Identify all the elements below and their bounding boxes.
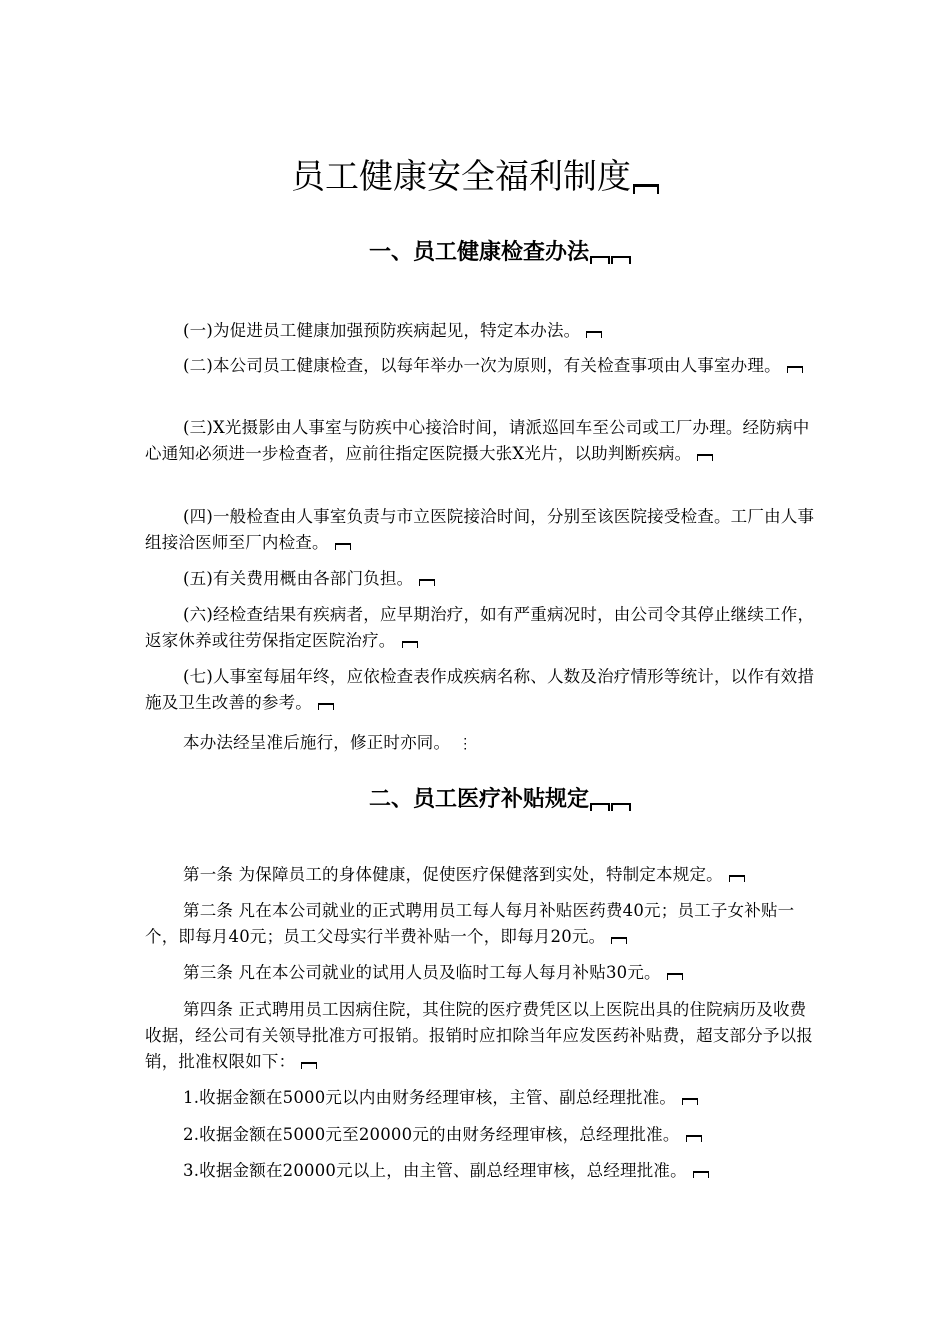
section-1-paragraph: (三)X光摄影由人事室与防疾中心接洽时间，请派巡回车至公司或工厂办理。经防病中心通知必须进一步检查者，应前往指定医院摄大张X光片，以助判断疾病。 — [145, 418, 810, 463]
paragraph-mark-icon — [787, 366, 803, 373]
section-2-paragraph: 2.收据金额在5000元至20000元的由财务经理审核，总经理批准。 — [145, 1122, 820, 1148]
section-1-paragraph: (一)为促进员工健康加强预防疾病起见，特定本办法。 — [145, 318, 820, 344]
section-1-paragraph: 本办法经呈准后施行，修正时亦同。 ⋮ — [145, 730, 820, 757]
document-title-text: 员工健康安全福利制度 — [291, 157, 631, 197]
paragraph-mark-icon — [667, 973, 683, 980]
paragraph-mark-icon — [590, 256, 610, 264]
section-2-paragraph: 3.收据金额在20000元以上，由主管、副总经理审核，总经理批准。 — [145, 1158, 820, 1184]
section-2-paragraph: 1.收据金额在5000元以内由财务经理审核，主管、副总经理批准。 — [145, 1085, 820, 1111]
paragraph-mark-icon — [611, 803, 631, 811]
section-2-paragraph: 第一条 为保障员工的身体健康，促使医疗保健落到实处，特制定本规定。 — [145, 862, 820, 888]
paragraph-mark-icon — [729, 875, 745, 882]
section-1-heading-text: 一、员工健康检查办法 — [368, 240, 589, 265]
document-title — [0, 152, 950, 202]
section-1-paragraph: (二)本公司员工健康检查，以每年举办一次为原则，有关检查事项由人事室办理。 — [145, 353, 820, 379]
paragraph-mark-icon — [611, 256, 631, 264]
end-mark: ⋮ — [458, 736, 473, 752]
paragraph-mark-icon — [697, 454, 713, 461]
paragraph-mark-icon — [633, 184, 659, 194]
section-2-paragraph: 第三条 凡在本公司就业的试用人员及临时工每人每月补贴30元。 — [145, 960, 820, 986]
section-1-paragraph: (七)人事室每届年终，应依检查表作成疾病名称、人数及治疗情形等统计，以作有效措施及卫生改善的参考。 — [145, 667, 815, 712]
paragraph-mark-icon — [590, 803, 610, 811]
section-2-paragraph: 第四条 正式聘用员工因病住院，其住院的医疗费凭区以上医院出具的住院病历及收费收据，经公司有关领导批准方可报销。报销时应扣除当年应发医药补贴费，超支部分予以报销，批准权限如下： — [145, 1000, 813, 1071]
paragraph-mark-icon — [335, 543, 351, 550]
paragraph-mark-icon — [318, 703, 334, 710]
section-1-paragraph: (五)有关费用概由各部门负担。 — [145, 566, 820, 592]
section-1-paragraph: (六)经检查结果有疾病者，应早期治疗，如有严重病况时，由公司令其停止继续工作，返家休养或往劳保指定医院治疗。 — [145, 605, 815, 650]
section-2-heading — [0, 783, 950, 817]
paragraph-mark-icon — [611, 937, 627, 944]
section-2-heading-text: 二、员工医疗补贴规定 — [368, 787, 589, 812]
paragraph-mark-icon — [586, 331, 602, 338]
paragraph-mark-icon — [419, 579, 435, 586]
paragraph-mark-icon — [402, 641, 418, 648]
section-1-paragraph: (四)一般检查由人事室负责与市立医院接洽时间，分别至该医院接受检查。工厂由人事组接洽医师至厂内检查。 — [145, 507, 815, 552]
paragraph-mark-icon — [682, 1098, 698, 1105]
section-1-heading — [0, 236, 950, 270]
section-2-paragraph: 第二条 凡在本公司就业的正式聘用员工每人每月补贴医药费40元；员工子女补贴一个，即每月40元；员工父母实行半费补贴一个，即每月20元。 — [145, 901, 795, 946]
paragraph-mark-icon — [693, 1171, 709, 1178]
paragraph-mark-icon — [301, 1062, 317, 1069]
paragraph-mark-icon — [686, 1135, 702, 1142]
